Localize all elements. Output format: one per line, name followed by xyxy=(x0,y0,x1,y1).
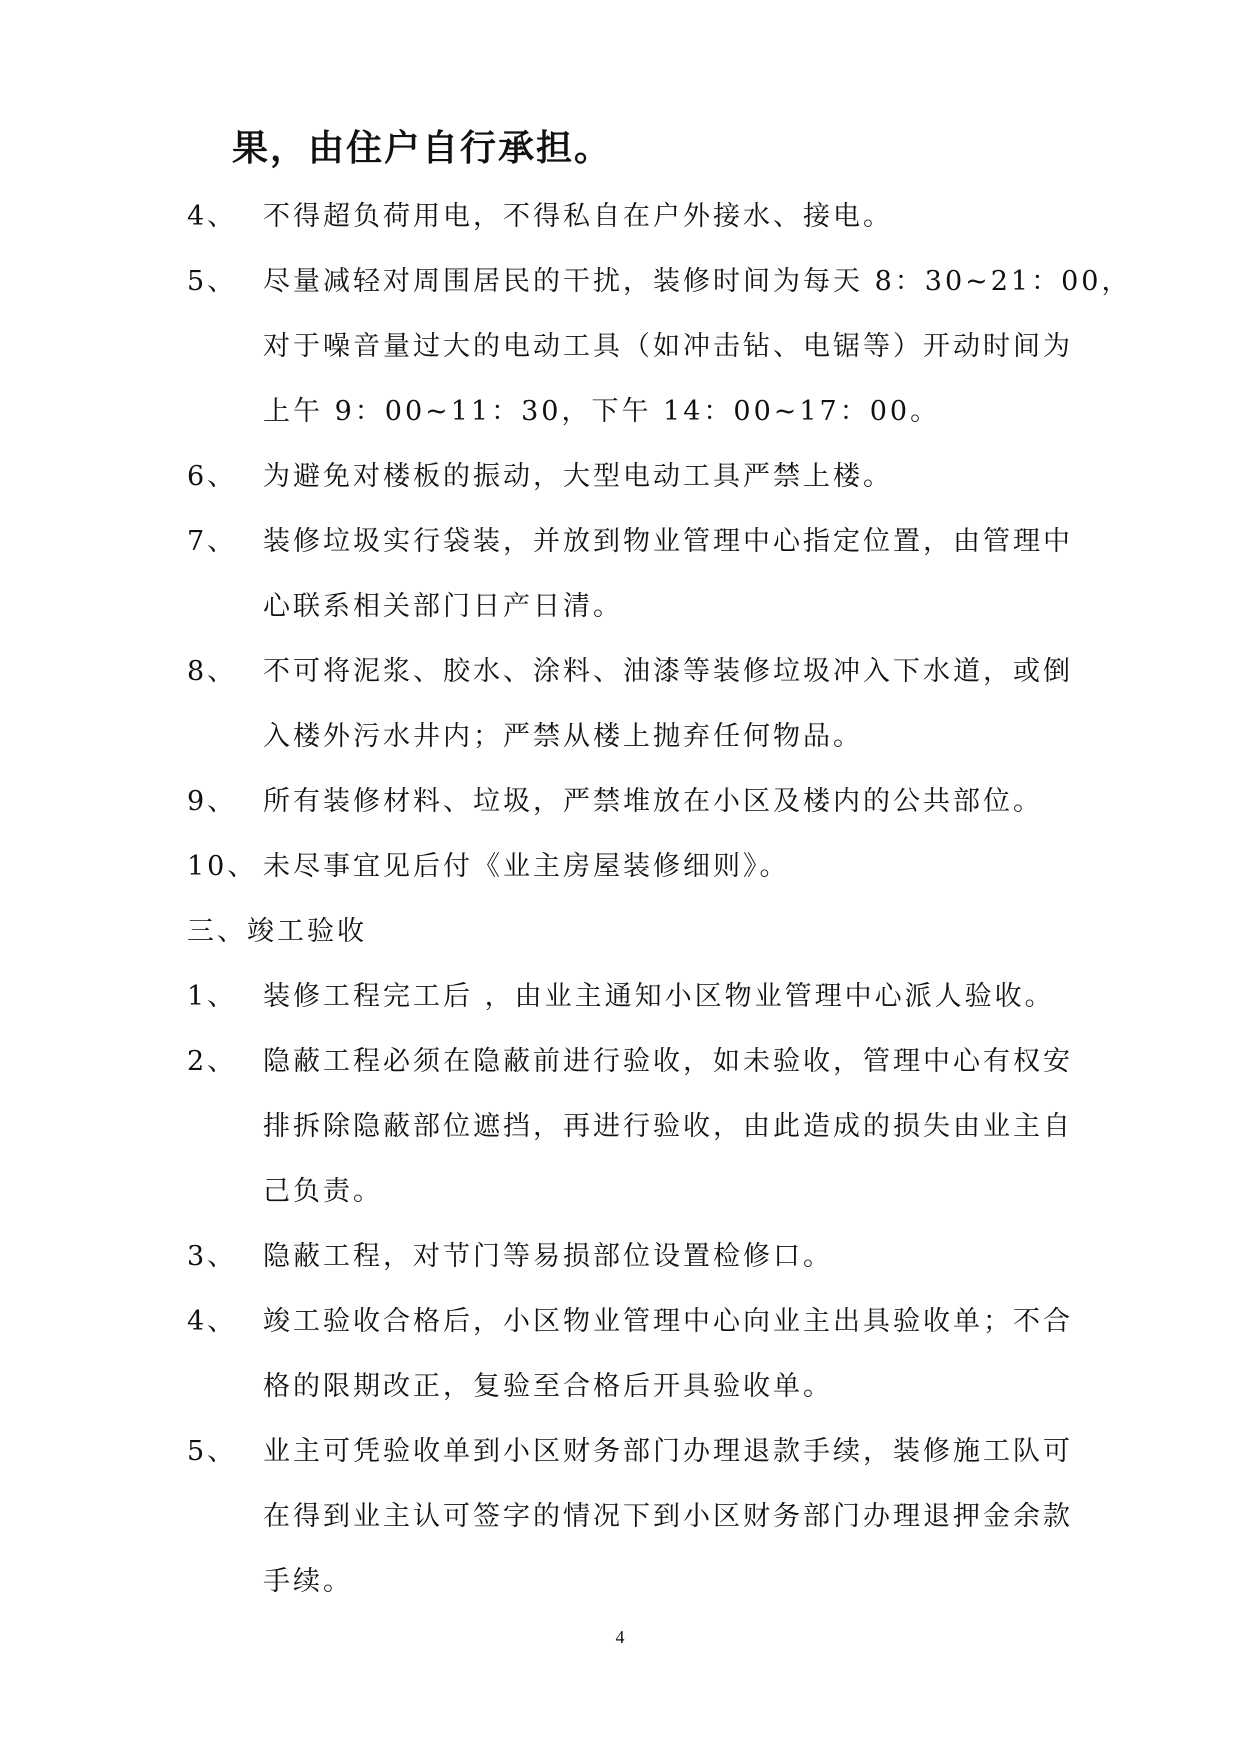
text-line: 为避免对楼板的振动，大型电动工具严禁上楼。 xyxy=(263,461,893,492)
text-line: 所有装修材料、垃圾，严禁堆放在小区及楼内的公共部位。 xyxy=(263,786,1043,817)
text-line: 隐蔽工程必须在隐蔽前进行验收，如未验收，管理中心有权安 xyxy=(263,1046,1073,1077)
list-item xyxy=(187,249,1132,444)
text-line: 业主可凭验收单到小区财务部门办理退款手续，装修施工队可 xyxy=(263,1436,1073,1467)
list-item-number: 1、 xyxy=(187,981,238,1012)
list-item-number: 5、 xyxy=(187,1436,238,1467)
text-line: 不可将泥浆、胶水、涂料、油漆等装修垃圾冲入下水道，或倒 xyxy=(263,656,1073,687)
list-item-text xyxy=(263,964,1053,1029)
rules-list xyxy=(187,184,1132,1614)
text-line: 装修工程完工后 ，由业主通知小区物业管理中心派人验收。 xyxy=(263,981,1055,1012)
list-item-number: 5、 xyxy=(187,266,238,297)
list-item-text xyxy=(263,1029,1073,1224)
list-item-number: 10、 xyxy=(187,851,258,882)
list-item-number: 3、 xyxy=(187,1241,238,1272)
section-heading: 三、竣工验收 xyxy=(187,916,367,947)
text-line: 在得到业主认可签字的情况下到小区财务部门办理退押金余款 xyxy=(263,1501,1073,1532)
list-item-text xyxy=(263,1224,1053,1289)
list-item xyxy=(187,639,1073,769)
list-item-number: 4、 xyxy=(187,201,238,232)
text-line: 对于噪音量过大的电动工具（如冲击钻、电锯等）开动时间为 xyxy=(263,331,1073,362)
page-number: 4 xyxy=(615,1627,625,1647)
text-line: 上午 9：00~11：30，下午 14：00~17：00。 xyxy=(263,396,941,427)
text-line: 装修垃圾实行袋装，并放到物业管理中心指定位置，由管理中 xyxy=(263,526,1073,557)
text-line: 不得超负荷用电，不得私自在户外接水、接电。 xyxy=(263,201,893,232)
list-item-text xyxy=(263,834,1053,899)
list-item xyxy=(187,1224,1067,1289)
list-item-number: 9、 xyxy=(187,786,238,817)
text-line: 己负责。 xyxy=(263,1176,383,1207)
list-item-text xyxy=(263,769,1053,834)
acceptance-rules-list xyxy=(187,964,1073,1614)
text-line: 排拆除隐蔽部位遮挡，再进行验收，由此造成的损失由业主自 xyxy=(263,1111,1073,1142)
text-line: 入楼外污水井内；严禁从楼上抛弃任何物品。 xyxy=(263,721,863,752)
text-line: 手续。 xyxy=(263,1566,353,1597)
text-line: 格的限期改正，复验至合格后开具验收单。 xyxy=(263,1371,833,1402)
list-item xyxy=(187,1289,1073,1419)
list-item-number: 6、 xyxy=(187,461,238,492)
text-line: 竣工验收合格后，小区物业管理中心向业主出具验收单；不合 xyxy=(263,1306,1073,1337)
list-item xyxy=(187,184,1067,249)
text-line: 尽量减轻对周围居民的干扰，装修时间为每天 8：30~21：00， xyxy=(263,266,1132,297)
list-item xyxy=(187,509,1073,639)
list-item-text xyxy=(263,184,1053,249)
text-line: 未尽事宜见后付《业主房屋装修细则》。 xyxy=(263,851,790,882)
list-item xyxy=(187,769,1067,834)
decoration-rules-list xyxy=(187,184,1132,899)
list-item xyxy=(187,1419,1073,1614)
list-item-number: 7、 xyxy=(187,526,238,557)
list-item-number: 4、 xyxy=(187,1306,238,1337)
list-item-text xyxy=(263,639,1073,769)
list-item xyxy=(187,964,1067,1029)
list-item-text xyxy=(263,1289,1073,1419)
list-item xyxy=(187,834,1067,899)
list-item-text xyxy=(263,1419,1073,1614)
list-item-number: 8、 xyxy=(187,656,238,687)
list-item xyxy=(187,444,1067,509)
list-item-text xyxy=(263,509,1073,639)
text-line: 心联系相关部门日产日清。 xyxy=(263,591,623,622)
continuation-text: 果，由住户自行承担。 xyxy=(232,127,613,169)
text-line: 隐蔽工程，对节门等易损部位设置检修口。 xyxy=(263,1241,833,1272)
list-item-text xyxy=(263,249,1132,444)
list-item-text xyxy=(263,444,1053,509)
list-item-number: 2、 xyxy=(187,1046,238,1077)
list-item xyxy=(187,1029,1073,1224)
